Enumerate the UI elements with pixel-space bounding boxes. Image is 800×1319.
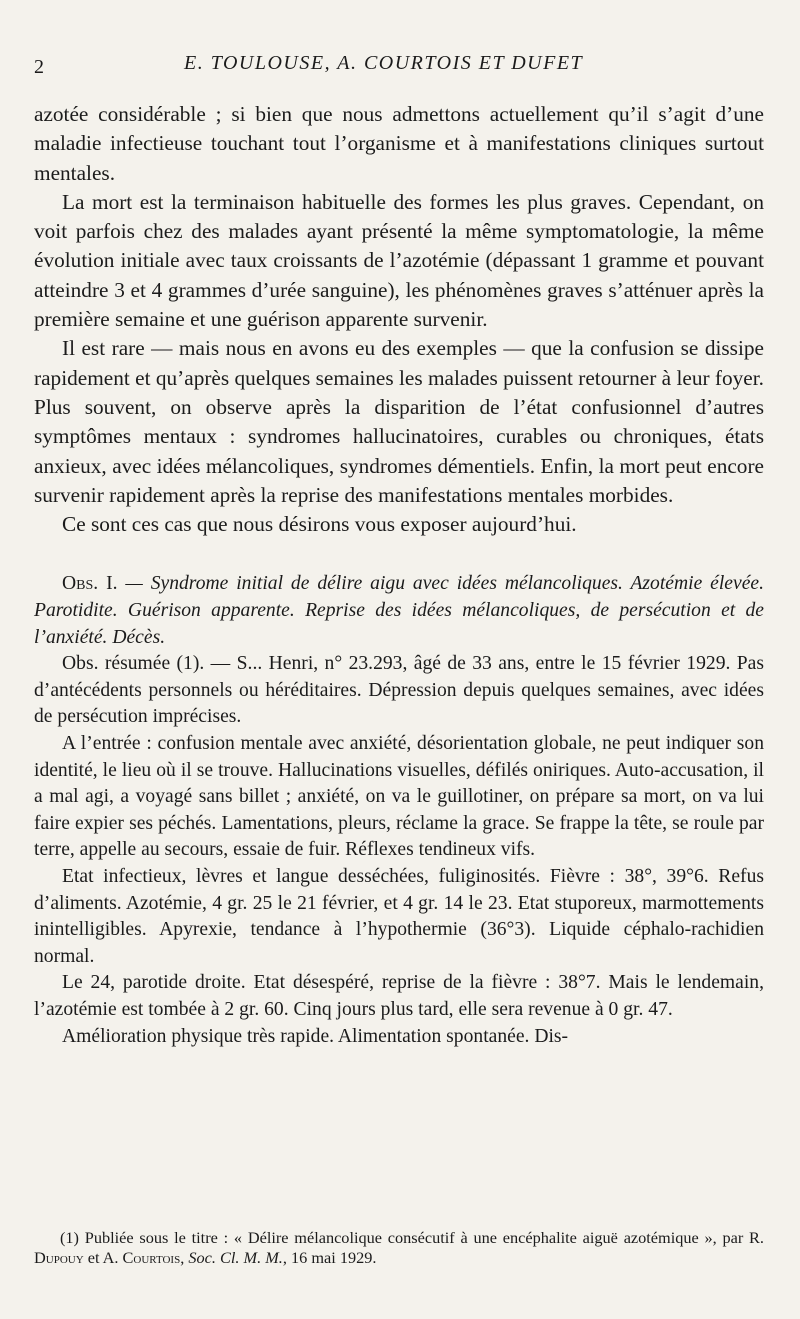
footnote-separator: , xyxy=(180,1247,189,1267)
observation-section xyxy=(34,571,764,1050)
page-number: 2 xyxy=(34,56,45,78)
page-header xyxy=(34,52,764,82)
footnote-journal: Soc. Cl. M. M. xyxy=(188,1247,283,1267)
footnote-author: Courtois xyxy=(122,1247,181,1267)
observation-paragraph: Obs. résumée (1). — S... Henri, n° 23.293, âgé de 33 ans, entre le 15 février 1929. Pas d’antécédents personnels ou héréditaires. Dépression depuis quelques semaines, avec idées de persécution imprécises. xyxy=(34,653,764,728)
paragraph: Ce sont ces cas que nous désirons vous exposer aujourd’hui. xyxy=(62,512,577,537)
footnote-text-start: (1) Publiée sous le titre : « Délire mélancolique consécutif à une encéphalite aiguë azotémique », par R. xyxy=(60,1228,764,1247)
paragraph: Il est rare — mais nous en avons eu des exemples — que la confusion se dissipe rapidement et qu’après quelques semaines les malades puissent retourner à leur foyer. Plus souvent, on observe après la disparition de l’état confusionnel d’autres symptômes mentaux : syndromes hallucinatoires, curables ou chroniques, états anxieux, avec idées mélancoliques, syndromes démentiels. Enfin, la mort peut encore survenir rapidement après la reprise des manifestations mentales morbides. xyxy=(34,336,764,507)
observation-paragraph: Amélioration physique très rapide. Alimentation spontanée. Dis- xyxy=(62,1025,569,1047)
paragraph-continuation: azotée considérable ; si bien que nous admettons actuellement qu’il s’agit d’une maladie infectieuse touchant tout l’organisme et à manifestations cliniques surtout mentales. xyxy=(34,102,764,185)
footnote-author: Dupouy xyxy=(34,1247,84,1267)
observation-title: — Syndrome initial de délire aigu avec idées mélancoliques. Azotémie élevée. Parotidite. Guérison apparente. Reprise des idées mélancoliques, de persécution et de l’anxiété. Décès. xyxy=(34,573,764,648)
body-text xyxy=(34,100,764,539)
observation-paragraph: A l’entrée : confusion mentale avec anxiété, désorientation globale, ne peut indiquer son identité, le lieu où il se trouve. Hallucinations visuelles, défilés oniriques. Auto-accusation, il a mal agi, a voyagé sans billet ; anxiété, on va le guillotiner, on prépare sa mort, on va lui faire expier ses péchés. Lamentations, pleurs, réclame la grace. Se frappe la tête, se roule par terre, appelle au secours, essaie de fuir. Réflexes tendineux vifs. xyxy=(34,733,764,861)
footnote-date: , 16 mai 1929. xyxy=(282,1247,377,1267)
footnote xyxy=(34,1228,764,1267)
observation-heading xyxy=(34,571,764,651)
footnote-text xyxy=(34,1228,764,1267)
footnote-text-middle: et A. xyxy=(83,1247,123,1267)
paragraph: La mort est la terminaison habituelle des formes les plus graves. Cependant, on voit parfois chez des malades ayant présenté la même symptomatologie, la même évolution initiale avec taux croissants de l’azotémie (dépassant 1 gramme et pouvant atteindre 3 et 4 grammes d’urée sanguine), les phénomènes graves s’atténuer après la première semaine et une guérison apparente survenir. xyxy=(34,189,764,332)
observation-paragraph: Etat infectieux, lèvres et langue desséchées, fuliginosités. Fièvre : 38°, 39°6. Refus d’aliments. Azotémie, 4 gr. 25 le 21 février, et 4 gr. 14 le 23. Etat stuporeux, marmottements inintelligibles. Apyrexie, tendance à l’hypothermie (36°3). Liquide céphalo-rachidien normal. xyxy=(34,865,764,967)
running-title: E. TOULOUSE, A. COURTOIS ET DUFET xyxy=(184,52,584,74)
observation-paragraph: Le 24, parotide droite. Etat désespéré, reprise de la fièvre : 38°7. Mais le lendemain, l’azotémie est tombée à 2 gr. 60. Cinq jours plus tard, elle sera revenue à 0 gr. 47. xyxy=(34,972,764,1020)
observation-label: Obs. I. xyxy=(62,573,118,595)
